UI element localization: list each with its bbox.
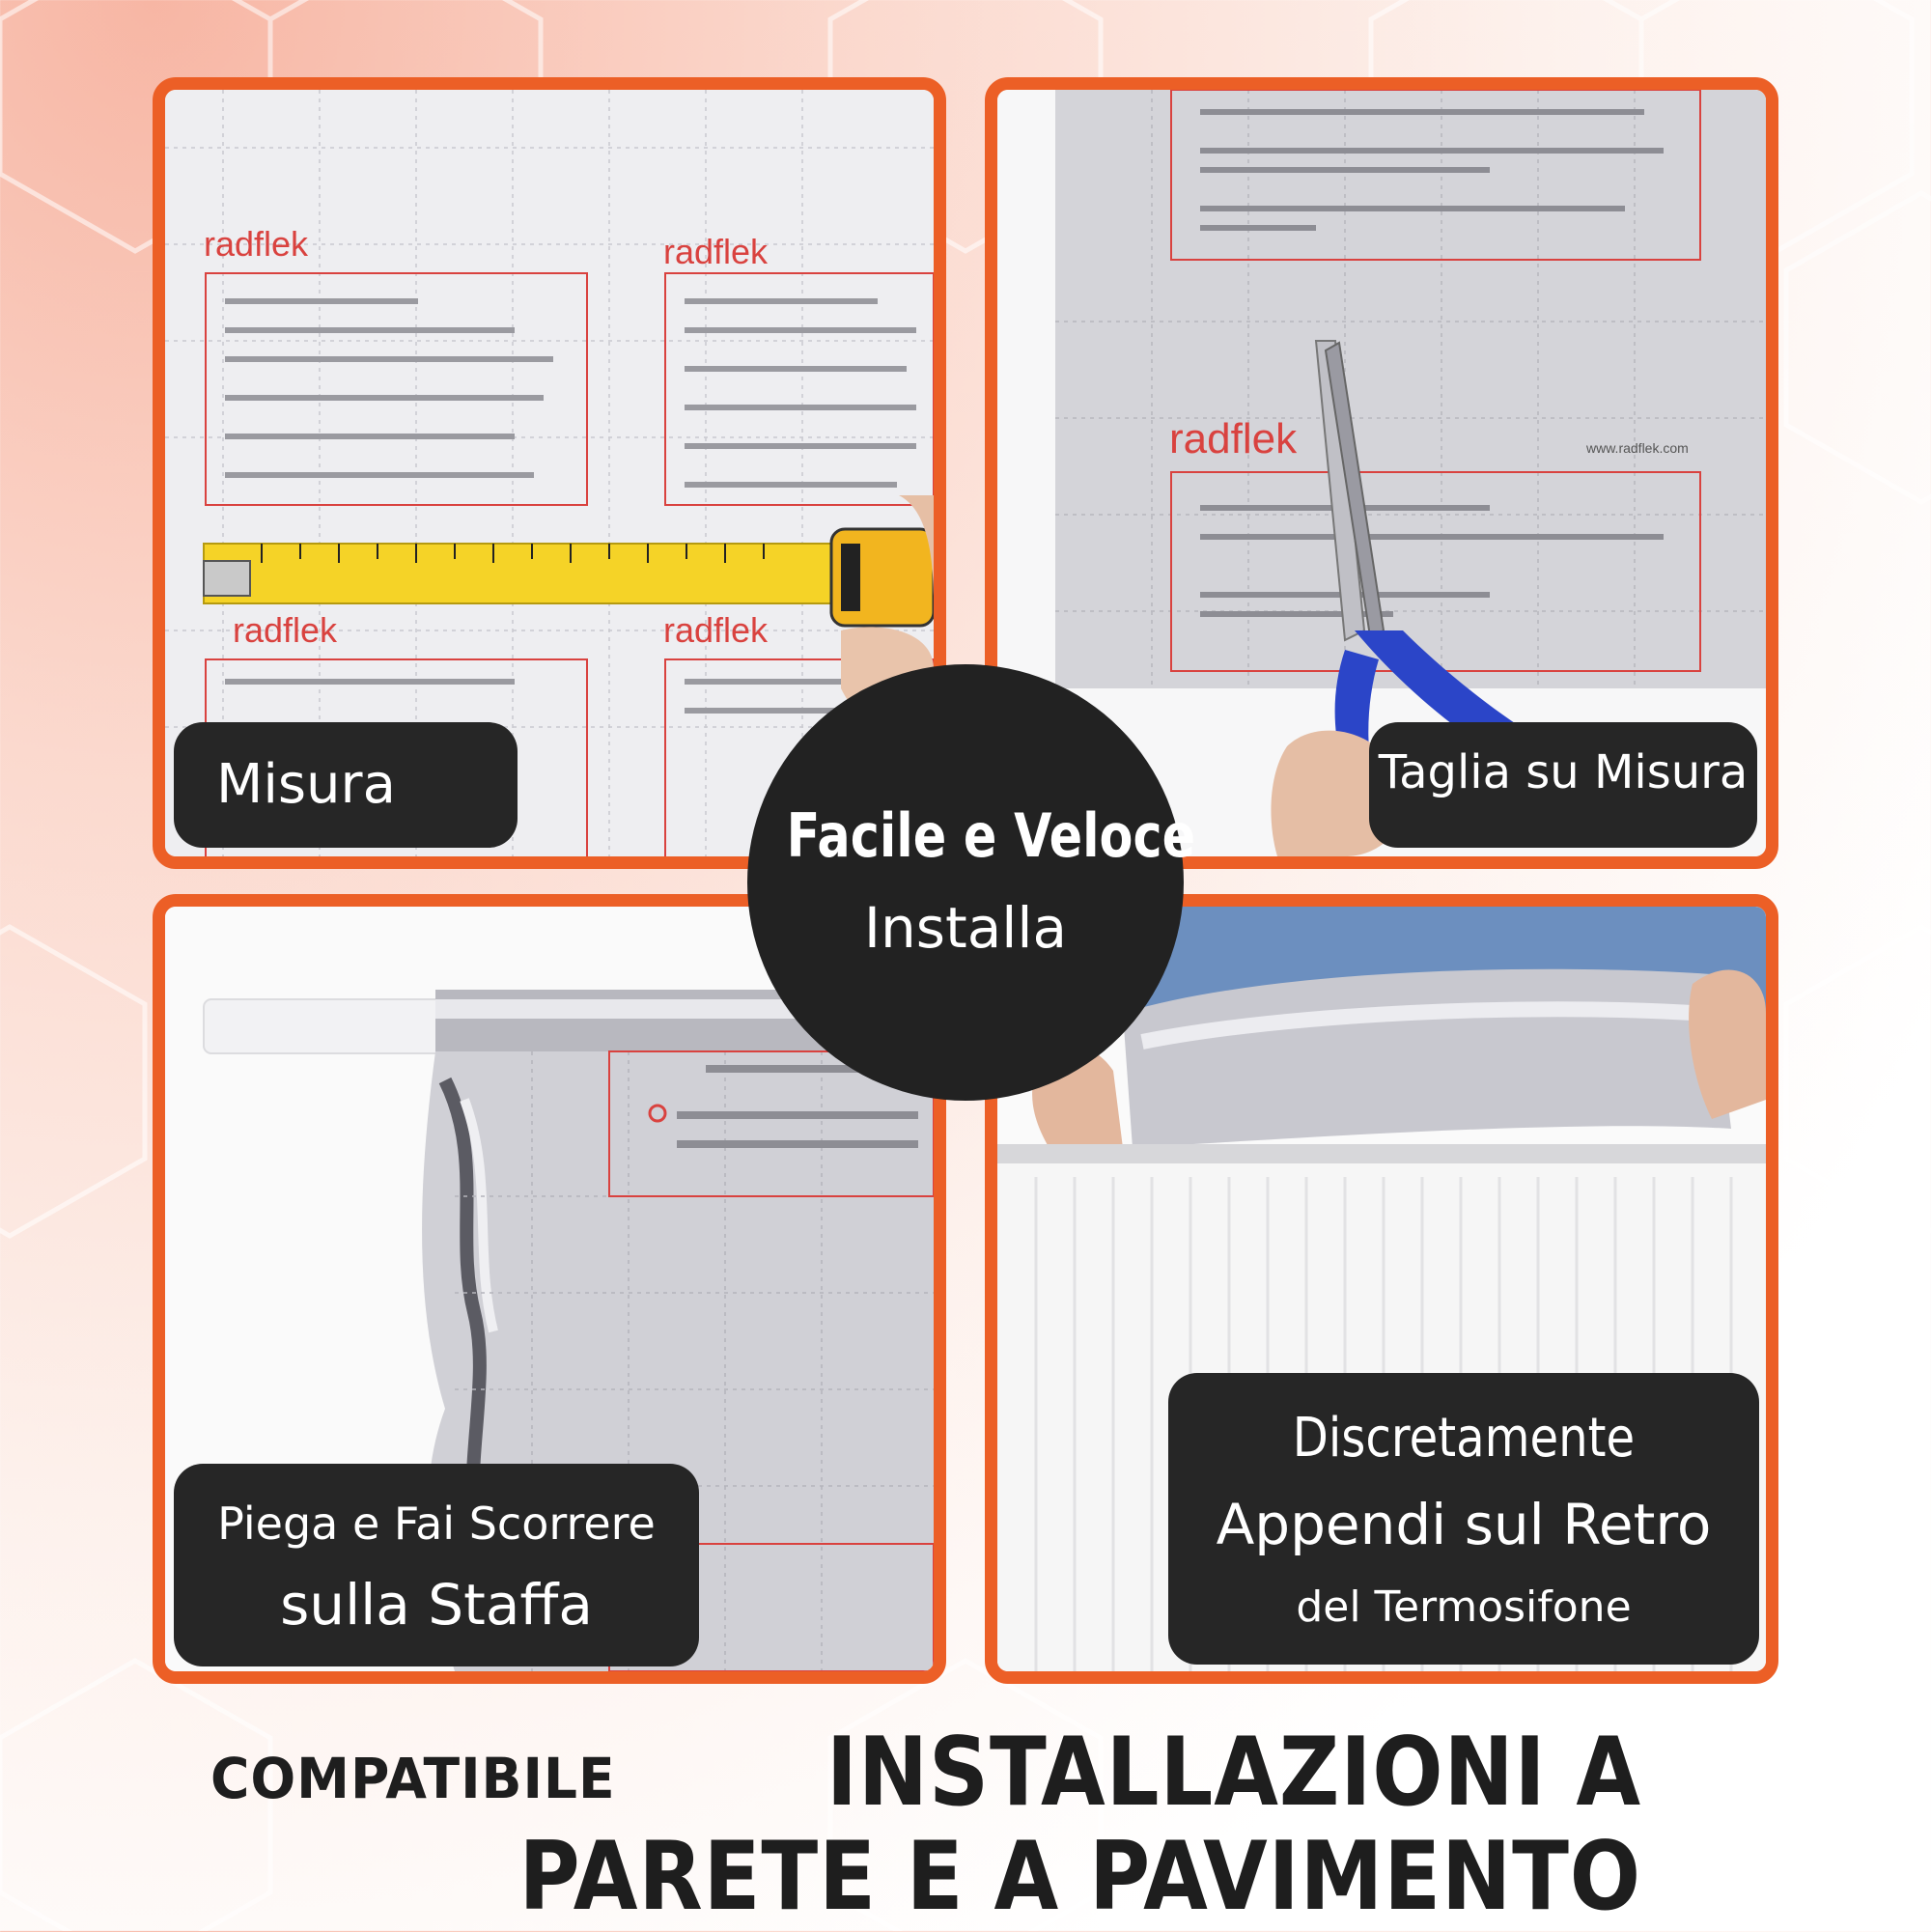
footer-headline: [518, 1718, 1641, 1932]
footer-headline-line1: INSTALLAZIONI A: [826, 1718, 1641, 1828]
brand-logo: radflek: [663, 610, 769, 650]
brand-logo: radflek: [233, 610, 338, 650]
brand-logo: radflek: [1169, 415, 1298, 462]
center-badge: [747, 664, 1196, 1101]
brand-url: www.radflek.com: [1586, 440, 1689, 456]
footer-headline-line2: PARETE E A PAVIMENTO: [518, 1822, 1641, 1932]
compat-label: COMPATIBILE: [210, 1746, 616, 1811]
step-label-hang-line1: Discretamente: [1292, 1407, 1636, 1470]
step-label-cut: Taglia su Misura: [1369, 722, 1757, 848]
brand-logo: radflek: [663, 232, 769, 271]
step-label-hang-line2: Appendi sul Retro: [1216, 1492, 1712, 1557]
step-label-hang: [1168, 1373, 1759, 1665]
center-subtitle: Installa: [863, 895, 1068, 961]
bracket-rail: [204, 999, 474, 1053]
brand-logo: radflek: [204, 224, 309, 264]
step-label-fold-line1: Piega e Fai Scorrere: [217, 1498, 656, 1550]
step-label-measure: Misura: [174, 722, 518, 848]
step-label-fold-line2: sulla Staffa: [280, 1572, 593, 1638]
center-title: Facile e Veloce: [786, 800, 1196, 871]
step-label-fold: [174, 1464, 699, 1666]
step-label-hang-line3: del Termosifone: [1296, 1582, 1632, 1632]
